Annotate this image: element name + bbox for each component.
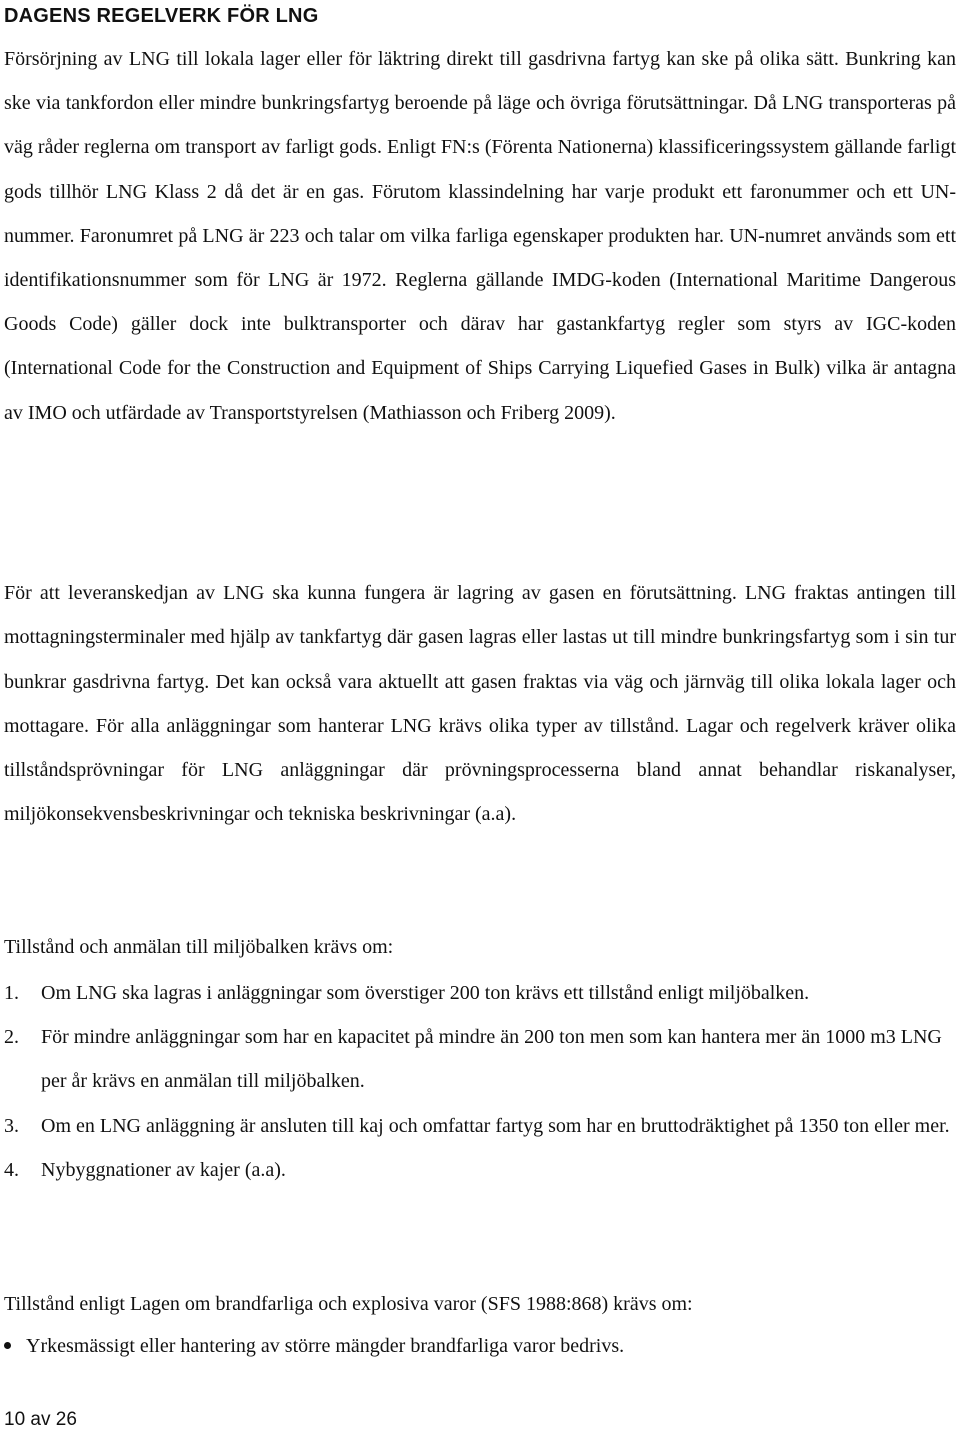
- list-item: [4, 971, 956, 1015]
- list-item-text: Nybyggnationer av kajer (a.a).: [41, 1158, 286, 1181]
- list-item: [4, 1148, 956, 1192]
- document-heading: DAGENS REGELVERK FÖR LNG: [4, 5, 319, 27]
- paragraph-lng-supply-regulations: Försörjning av LNG till lokala lager eller för läktring direkt till gasdrivna fartyg kan ske på olika sätt. Bunkring kan ske via tankfordon eller mindre bunkringsfartyg beroende på läge och övriga förutsättningar. Då LNG transporteras på väg råder reglerna om transport av farligt gods. Enligt FN:s (Förenta Nationerna) klassificeringssystem gällande farligt gods tillhör LNG Klass 2 då det är en gas. Förutom klassindelning har varje produkt ett faronummer och ett UN-nummer. Faronumret på LNG är 223 och talar om vilka farliga egenskaper produkten har. UN-numret används som ett identifikationsnummer som för LNG är 1972. Reglerna gällande IMDG-koden (International Maritime Dangerous Goods Code) gäller dock inte bulktransporter och därav har gastankfartyg regler som styrs av IGC-koden (International Code for the Construction and Equipment of Ships Carrying Liquefied Gases in Bulk) vilka är antagna av IMO och utfärdade av Transportstyrelsen (Mathiasson och Friberg 2009).: [4, 48, 956, 424]
- list-item: [4, 1015, 956, 1103]
- list-item-text: Om en LNG anläggning är ansluten till kaj och omfattar fartyg som har en bruttodräktighet på 1350 ton eller mer.: [41, 1114, 950, 1137]
- paragraph-environmental-code-intro: Tillstånd och anmälan till miljöbalken krävs om:: [4, 936, 394, 958]
- list-item-text: Om LNG ska lagras i anläggningar som överstiger 200 ton krävs ett tillstånd enligt miljöbalken.: [41, 982, 810, 1004]
- list-item-text: Yrkesmässigt eller hantering av större mängder brandfarliga varor bedrivs.: [26, 1335, 625, 1357]
- list-item-text: För mindre anläggningar som har en kapacitet på mindre än 200 ton men som kan hantera mer än 1000 m3 LNG per år krävs en anmälan till miljöbalken.: [41, 1026, 942, 1093]
- list-item: [4, 1104, 956, 1148]
- page-number: 10 av 26: [4, 1409, 77, 1430]
- list-item-number: 2.: [4, 1026, 19, 1049]
- bullet-icon: [4, 1342, 11, 1349]
- list-item-number: 1.: [4, 982, 19, 1004]
- paragraph-flammable-goods-law-intro: Tillstånd enligt Lagen om brandfarliga och explosiva varor (SFS 1988:868) krävs om:: [4, 1293, 693, 1315]
- flammable-goods-bullet-list: [4, 1324, 956, 1368]
- paragraph-lng-storage-permits: För att leveranskedjan av LNG ska kunna fungera är lagring av gasen en förutsättning. LNG fraktas antingen till mottagningsterminaler med hjälp av tankfartyg där gasen lagras eller lastas ut till mindre bunkringsfartyg som i sin tur bunkrar gasdrivna fartyg. Det kan också vara aktuellt att gasen fraktas via väg och järnväg till olika lokala lager och mottagare. För alla anläggningar som hanterar LNG krävs olika typer av tillstånd. Lagar och regelverk kräver olika tillståndsprövningar för LNG anläggningar där prövningsprocesserna bland annat behandlar riskanalyser, miljökonsekvensbeskrivningar och tekniska beskrivningar (a.a).: [4, 582, 956, 826]
- list-item-number: 4.: [4, 1158, 19, 1181]
- list-item: [4, 1324, 956, 1368]
- environmental-code-numbered-list: [4, 971, 956, 1192]
- list-item-number: 3.: [4, 1114, 19, 1137]
